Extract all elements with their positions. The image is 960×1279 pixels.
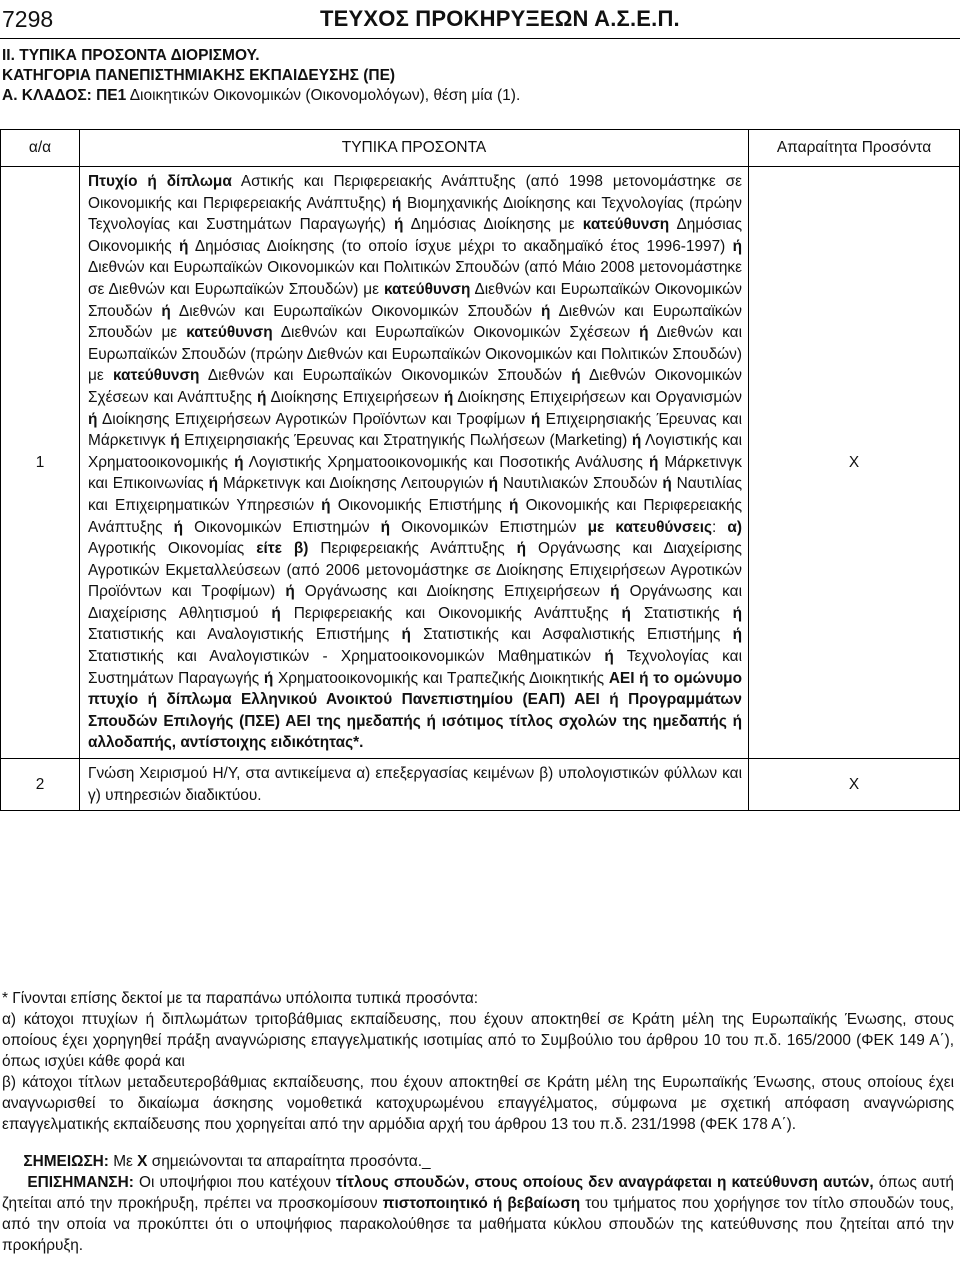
notes-section bbox=[2, 988, 954, 1256]
note-label: ΣΗΜΕΙΩΣΗ: bbox=[23, 1153, 109, 1170]
emphasis-text: ή bbox=[621, 604, 631, 622]
body-text: Διεθνών και Ευρωπαϊκών Οικονομικών Σπουδών bbox=[199, 367, 572, 385]
note-text: όπως αυτή ζητείται από την προκήρυξη, πρέπει να προσκομίσουν bbox=[2, 1174, 954, 1212]
emphasis-text: ή bbox=[571, 367, 581, 385]
page-header bbox=[0, 6, 960, 34]
page-number: 7298 bbox=[2, 6, 54, 32]
body-text: Διεθνών και Ευρωπαϊκών Οικονομικών Σπουδών bbox=[88, 280, 743, 320]
emphasis-text: α) bbox=[727, 518, 742, 536]
section-line-1: ΙΙ. ΤΥΠΙΚΑ ΠΡΟΣΟΝΤΑ ΔΙΟΡΙΣΜΟΥ. bbox=[2, 47, 260, 64]
body-text: Στατιστικής και Αναλογιστικής Επιστήμης bbox=[88, 626, 402, 644]
note-mark: Χ bbox=[137, 1153, 148, 1170]
qualification-text bbox=[80, 167, 749, 759]
spacer bbox=[2, 1135, 954, 1151]
emphasis-text: ή bbox=[161, 302, 171, 320]
emphasis-text: ή bbox=[380, 518, 391, 536]
body-text: Περιφερειακής και Οικονομικής Ανάπτυξης bbox=[280, 604, 622, 622]
note-text: Οι υποψήφιοι που κατέχουν bbox=[133, 1174, 337, 1191]
emphasis-text: ή bbox=[263, 669, 274, 687]
table-row bbox=[1, 167, 960, 759]
emphasis-text: ή bbox=[648, 453, 659, 471]
body-text: Διεθνών και Ευρωπαϊκών Οικονομικών και Πολιτικών Σπουδών (από Μάιο 2008 μετονομάστηκε σε Διεθνών και Ευρωπαϊκών Σπουδών) με bbox=[88, 259, 742, 298]
emphasis-text: ή bbox=[401, 626, 411, 644]
note-episimansi bbox=[2, 1172, 954, 1256]
emphasis-text: ή bbox=[732, 626, 742, 644]
body-text: Διοίκησης Επιχειρήσεων Αγροτικών Προϊόντων και Τροφίμων bbox=[97, 410, 531, 428]
table-header-row bbox=[1, 130, 960, 167]
emphasis-text: ή bbox=[234, 453, 244, 471]
emphasis-text: ή bbox=[170, 432, 180, 450]
body-text: Οικονομικών Επιστημών bbox=[390, 518, 588, 536]
body-text: Δημόσιας Οικονομικής bbox=[88, 216, 742, 255]
emphasis-text: ή bbox=[610, 583, 620, 601]
emphasis-text: κατεύθυνση bbox=[112, 367, 200, 385]
emphasis-text: ή bbox=[178, 237, 189, 255]
body-text: Δημόσιας Διοίκησης με bbox=[403, 216, 583, 234]
branch-name: Διοικητικών Οικονομικών (Οικονομολόγων), θέση μία (1). bbox=[126, 87, 521, 104]
emphasis-text: ή bbox=[321, 496, 331, 514]
emphasis-text: ή bbox=[540, 302, 551, 320]
body-text: Βιομηχανικής Διοίκησης και Τεχνολογίας (πρώην Τεχνολογίας και Συστημάτων Παραγωγής) bbox=[88, 194, 742, 234]
emphasis-text: ή bbox=[256, 388, 267, 406]
body-text: Οικονομικών Επιστημών bbox=[183, 518, 381, 536]
body-text: Διεθνών και Ευρωπαϊκών Σπουδών με bbox=[88, 302, 742, 342]
emphasis-text: ή bbox=[271, 604, 281, 622]
emphasis-text: Πτυχίο ή δίπλωμα bbox=[88, 173, 232, 190]
body-text: Οργάνωσης και Διοίκησης Επιχειρήσεων bbox=[294, 583, 611, 601]
branch-code: Α. ΚΛΑΔΟΣ: ΠΕ1 bbox=[2, 87, 127, 104]
note-simeiosi bbox=[2, 1151, 954, 1172]
body-text: Τεχνολογίας και Συστημάτων Παραγωγής bbox=[88, 648, 742, 687]
col-header-typika: ΤΥΠΙΚΑ ΠΡΟΣΟΝΤΑ bbox=[80, 130, 749, 167]
table-row bbox=[1, 759, 960, 811]
body-text: Διεθνών και Ευρωπαϊκών Οικονομικών Σχέσεων bbox=[272, 324, 640, 342]
note-emphasis: πιστοποιητικό ή βεβαίωση bbox=[382, 1195, 581, 1212]
body-text: Περιφερειακής Ανάπτυξης bbox=[308, 540, 517, 558]
body-text: : bbox=[712, 518, 728, 536]
body-text: Οργάνωσης και Διαχείρισης Αγροτικών Εκμεταλλεύσεων (από 2006 μετονομάστηκε σε Διοίκησης Επιχειρήσεων Αγροτικών Προϊόντων και Τροφίμων) bbox=[88, 540, 742, 601]
emphasis-text: ΑΕΙ ή το ομώνυμο πτυχίο ή δίπλωμα Ελληνικού Ανοικτού Πανεπιστημίου (ΕΑΠ) ΑΕΙ ή Προγραμμάτων Σπουδών Επιλογής (ΠΣΕ) ΑΕΙ της ημεδαπής ή ισότιμος τίτλος σχολών της ημεδαπής ή αλλοδαπής, αντίστοιχης ειδικότητας*. bbox=[88, 669, 742, 752]
note-label: ΕΠΙΣΗΜΑΝΣΗ: bbox=[27, 1174, 134, 1191]
emphasis-text: ή bbox=[639, 324, 649, 342]
emphasis-text: κατεύθυνση bbox=[582, 216, 670, 234]
emphasis-text: ή bbox=[631, 432, 642, 450]
body-text: Στατιστικής bbox=[630, 604, 733, 622]
emphasis-text: ή bbox=[732, 604, 743, 622]
body-text: Στατιστικής και Αναλογιστικών - Χρηματοοικονομικών Μαθηματικών bbox=[88, 648, 605, 666]
emphasis-text: ή bbox=[393, 216, 404, 234]
section-line-2: ΚΑΤΗΓΟΡΙΑ ΠΑΝΕΠΙΣΤΗΜΙΑΚΗΣ ΕΚΠΑΙΔΕΥΣΗΣ (ΠΕ) bbox=[2, 67, 396, 84]
body-text: Ναυτιλίας και Επιχειρηματικών Υπηρεσιών bbox=[88, 475, 743, 514]
body-text: Οικονομικής και Περιφερειακής Ανάπτυξης bbox=[88, 496, 742, 536]
emphasis-text: ή bbox=[488, 475, 499, 493]
body-text: Διεθνών Οικονομικών Σχέσεων και Ανάπτυξης bbox=[88, 367, 743, 406]
section-heading bbox=[2, 46, 520, 106]
body-text: Οργάνωσης και Διαχείρισης Αθλητισμού bbox=[88, 583, 743, 622]
required-mark: Χ bbox=[749, 167, 960, 759]
emphasis-text: ή bbox=[662, 475, 672, 493]
body-text: Μάρκετινγκ και Επικοινωνίας bbox=[88, 453, 742, 493]
row-number: 2 bbox=[1, 759, 80, 811]
emphasis-text: ή bbox=[604, 648, 614, 666]
body-text: Διεθνών και Ευρωπαϊκών Σπουδών (πρώην Διεθνών και Ευρωπαϊκών Οικονομικών και Πολιτικών Σπουδών) με bbox=[88, 324, 742, 385]
emphasis-text: ή bbox=[443, 388, 454, 406]
note-text: Με bbox=[108, 1153, 138, 1170]
note-emphasis: τίτλους σπουδών, στους οποίους δεν αναγράφεται η κατεύθυνση αυτών, bbox=[336, 1174, 874, 1191]
emphasis-text: είτε β) bbox=[256, 540, 309, 558]
col-header-required: Απαραίτητα Προσόντα bbox=[749, 130, 960, 167]
emphasis-text: ή bbox=[530, 410, 541, 428]
note-text: σημειώνονται τα απαραίτητα προσόντα._ bbox=[147, 1153, 431, 1170]
body-text: Διεθνών και Ευρωπαϊκών Οικονομικών Σπουδών bbox=[170, 302, 541, 320]
emphasis-text: ή bbox=[88, 410, 98, 428]
body-text: Διοίκησης Επιχειρήσεων bbox=[266, 388, 444, 406]
journal-title: ΤΕΥΧΟΣ ΠΡΟΚΗΡΥΞΕΩΝ Α.Σ.Ε.Π. bbox=[320, 6, 680, 31]
body-text: Επιχειρησιακής Έρευνας και Μάρκετινγκ bbox=[88, 410, 743, 450]
body-text: Οικονομικής Επιστήμης bbox=[330, 496, 510, 514]
body-text: Στατιστικής και Ασφαλιστικής Επιστήμης bbox=[410, 626, 733, 644]
required-mark: Χ bbox=[749, 759, 960, 811]
body-text: Λογιστικής Χρηματοοικονομικής και Ποσοτικής Ανάλυσης bbox=[243, 453, 649, 471]
emphasis-text: ή bbox=[208, 475, 218, 493]
body-text: Μάρκετινγκ και Διοίκησης Λειτουργιών bbox=[217, 475, 489, 493]
body-text: Χρηματοοικονομικής και Τραπεζικής Διοικητικής bbox=[273, 669, 609, 687]
emphasis-text: ή bbox=[732, 237, 742, 255]
body-text: Δημόσιας Διοίκησης (το οποίο ίσχυε μέχρι το ακαδημαϊκό έτος 1996-1997) bbox=[188, 237, 733, 255]
footnote-b: β) κάτοχοι τίτλων μεταδευτεροβάθμιας εκπαίδευσης, που έχουν αποκτηθεί σε Κράτη μέλη της Ευρωπαϊκής Ένωσης, στους οποίους έχει αναγνωρισθεί το δικαίωμα άσκησης νομοθετικά κατοχυρωμένου επαγγέλματος, σύμφωνα με σχετική απόφαση αναγνώρισης επαγγελματικής εκπαίδευσης που χορηγείται από την αρμόδια αρχή του άρθρου 13 του π.δ. 231/1998 (ΦΕΚ 178 Α΄). bbox=[2, 1074, 954, 1133]
emphasis-text: ή bbox=[391, 194, 402, 212]
emphasis-text: ή bbox=[516, 540, 527, 558]
body-text: Αστικής και Περιφερειακής Ανάπτυξης (από 1998 μετονομάστηκε σε Οικονομικής και Περιφερειακής Ανάπτυξης) bbox=[88, 173, 743, 212]
footnote-intro: * Γίνονται επίσης δεκτοί με τα παραπάνω υπόλοιπα τυπικά προσόντα: bbox=[2, 990, 478, 1007]
qualifications-table bbox=[0, 129, 960, 811]
col-header-aa: α/α bbox=[1, 130, 80, 167]
footnote-a: α) κάτοχοι πτυχίων ή διπλωμάτων τριτοβάθμιας εκπαίδευσης, που έχουν αποκτηθεί σε Κράτη μέλη της Ευρωπαϊκής Ένωσης, στους οποίους έχει χορηγηθεί πράξη αναγνώρισης επαγγελματικής ισοτιμίας από το Συμβούλιο του άρθρου 10 του π.δ. 165/2000 (ΦΕΚ 149 Α΄), όπως ισχύει κάθε φορά και bbox=[2, 1011, 954, 1070]
qualification-text: Γνώση Χειρισμού Η/Υ, στα αντικείμενα α) επεξεργασίας κειμένων β) υπολογιστικών φύλλων και γ) υπηρεσιών διαδικτύου. bbox=[80, 759, 749, 811]
body-text: Ναυτιλιακών Σπουδών bbox=[498, 475, 663, 493]
emphasis-text: ή bbox=[285, 583, 295, 601]
body-text: Επιχειρησιακής Έρευνας και Στρατηγικής Πωλήσεων (Marketing) bbox=[179, 432, 632, 450]
body-text: Λογιστικής και Χρηματοοικονομικής bbox=[88, 432, 743, 471]
emphasis-text: κατεύθυνση bbox=[383, 280, 471, 298]
row-number: 1 bbox=[1, 167, 80, 759]
header-rule bbox=[0, 38, 960, 39]
emphasis-text: με κατευθύνσεις bbox=[587, 518, 713, 536]
section-line-3 bbox=[2, 86, 520, 106]
emphasis-text: κατεύθυνση bbox=[186, 324, 273, 342]
note-text: του τμήματος που χορήγησε τον τίτλο σπουδών τους, από την οποία να προκύπτει ότι ο υποψήφιος παρακολούθησε τα μαθήματα κύκλου σπουδών της κατεύθυνσης που ζητείται από την προκήρυξη. bbox=[2, 1195, 955, 1254]
emphasis-text: ή bbox=[173, 518, 184, 536]
body-text: Αγροτικής Οικονομίας bbox=[88, 540, 257, 558]
body-text: Διοίκησης Επιχειρήσεων και Οργανισμών bbox=[453, 388, 742, 406]
emphasis-text: ή bbox=[509, 496, 519, 514]
